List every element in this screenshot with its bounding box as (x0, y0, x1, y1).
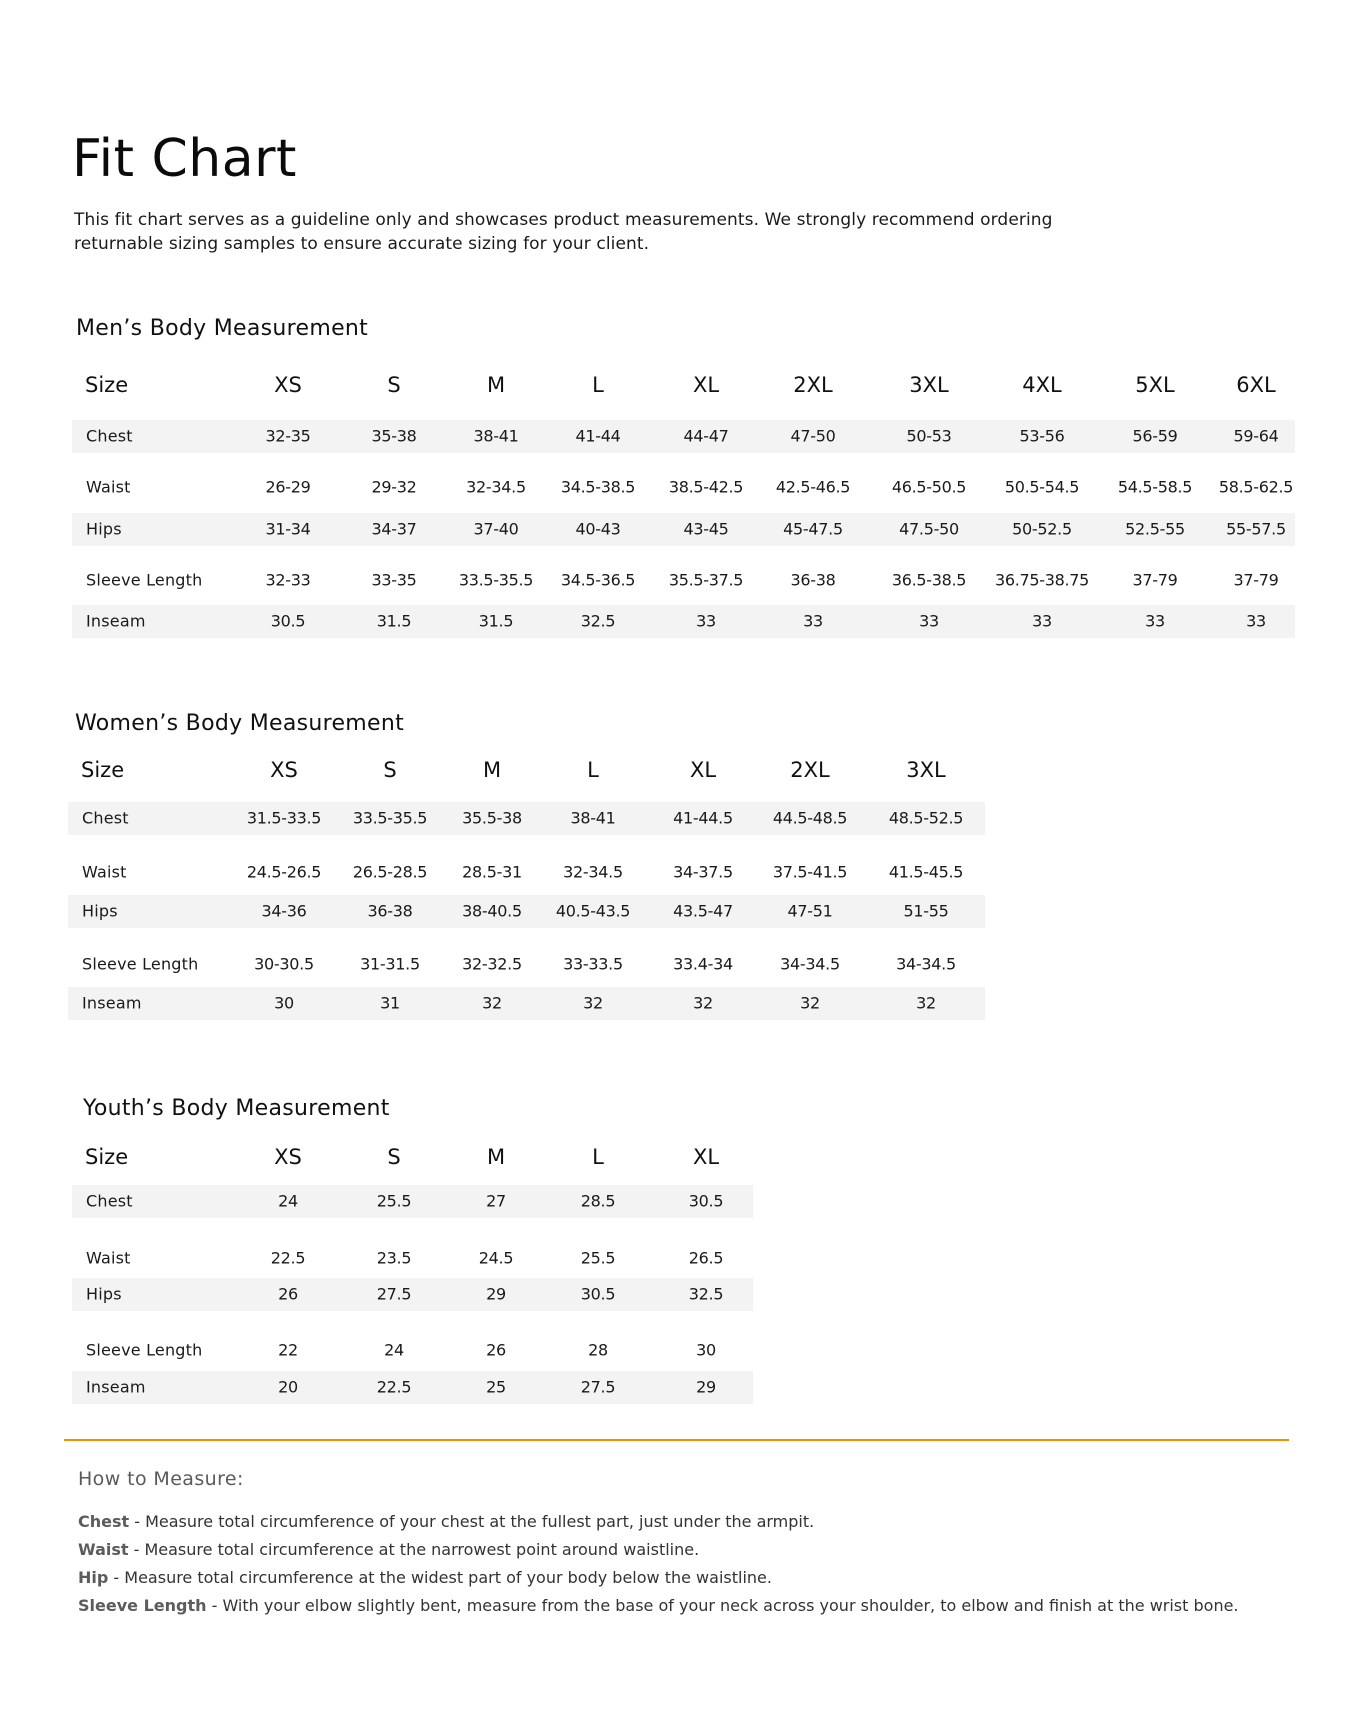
how-to-sleeve-length (78, 1596, 1239, 1615)
table-cell: 34-36 (261, 901, 307, 921)
table-cell: 33 (1145, 611, 1165, 631)
row-band (72, 1371, 753, 1404)
table-cell: 37.5-41.5 (772, 862, 848, 882)
size-header-xl: XL (692, 1145, 720, 1169)
row-label: Hips (86, 519, 122, 539)
table-cell: 47-51 (787, 901, 833, 921)
row-band (68, 987, 985, 1020)
table-cell: 38-41 (570, 808, 616, 828)
table-cell: 40.5-43.5 (555, 901, 631, 921)
table-cell: 40-43 (575, 519, 621, 539)
size-header-3xl: 3XL (906, 758, 946, 782)
row-band (72, 605, 1295, 638)
table-cell: 31.5 (376, 611, 412, 631)
how-to-waist (78, 1540, 699, 1559)
size-header-s: S (387, 1145, 401, 1169)
table-cell: 51-55 (903, 901, 949, 921)
row-label: Inseam (82, 993, 142, 1013)
table-cell: 33 (1032, 611, 1052, 631)
table-cell: 29 (486, 1284, 506, 1304)
howto-term: Waist (78, 1540, 129, 1559)
table-cell: 44.5-48.5 (772, 808, 848, 828)
table-cell: 50-52.5 (1012, 519, 1072, 539)
table-cell: 32-33 (265, 570, 311, 590)
table-cell: 26.5-28.5 (352, 862, 428, 882)
table-cell: 25.5 (376, 1191, 412, 1211)
table-cell: 50.5-54.5 (1004, 477, 1080, 497)
size-header-label: Size (85, 373, 129, 397)
how-to-measure-title: How to Measure: (78, 1468, 244, 1490)
row-label: Waist (86, 1248, 131, 1268)
table-cell: 24.5-26.5 (246, 862, 322, 882)
table-cell: 50-53 (906, 426, 952, 446)
table-cell: 35-38 (371, 426, 417, 446)
table-cell: 26 (486, 1340, 506, 1360)
row-label: Chest (86, 1191, 133, 1211)
row-label: Chest (82, 808, 129, 828)
row-band (68, 802, 985, 835)
table-cell: 22 (278, 1340, 298, 1360)
table-cell: 34-34.5 (780, 954, 840, 974)
table-cell: 43.5-47 (673, 901, 733, 921)
table-cell: 36.75-38.75 (994, 570, 1090, 590)
table-cell: 27.5 (376, 1284, 412, 1304)
size-header-4xl: 4XL (1022, 373, 1062, 397)
table-cell: 58.5-62.5 (1218, 477, 1294, 497)
table-cell: 34.5-36.5 (560, 570, 636, 590)
table-cell: 33 (919, 611, 939, 631)
table-cell: 33 (803, 611, 823, 631)
size-header-xl: XL (689, 758, 717, 782)
size-header-2xl: 2XL (790, 758, 830, 782)
table-cell: 33-35 (371, 570, 417, 590)
size-header-m: M (486, 1145, 506, 1169)
howto-term: Sleeve Length (78, 1596, 207, 1615)
table-cell: 42.5-46.5 (775, 477, 851, 497)
intro-line-2: returnable sizing samples to ensure accurate sizing for your client. (74, 234, 650, 254)
mens-heading: Men’s Body Measurement (76, 316, 369, 341)
table-cell: 32.5 (688, 1284, 724, 1304)
row-label: Waist (86, 477, 131, 497)
table-cell: 41-44.5 (673, 808, 733, 828)
howto-text: - Measure total circumference at the narrowest point around waistline. (128, 1540, 700, 1559)
size-header-xs: XS (274, 1145, 302, 1169)
size-header-2xl: 2XL (793, 373, 833, 397)
table-cell: 30.5 (580, 1284, 616, 1304)
row-label: Hips (82, 901, 118, 921)
table-cell: 26.5 (688, 1248, 724, 1268)
table-cell: 32-34.5 (563, 862, 623, 882)
table-cell: 56-59 (1132, 426, 1178, 446)
table-cell: 36.5-38.5 (891, 570, 967, 590)
row-label: Sleeve Length (82, 954, 199, 974)
size-header-m: M (486, 373, 506, 397)
table-cell: 36-38 (790, 570, 836, 590)
table-cell: 44-47 (683, 426, 729, 446)
table-cell: 54.5-58.5 (1117, 477, 1193, 497)
row-label: Waist (82, 862, 127, 882)
table-cell: 32 (693, 993, 713, 1013)
size-header-m: M (482, 758, 502, 782)
howto-text: - Measure total circumference at the widest part of your body below the waistline. (108, 1568, 772, 1587)
size-header-l: L (587, 758, 599, 782)
row-label: Inseam (86, 1377, 146, 1397)
size-header-3xl: 3XL (909, 373, 949, 397)
table-cell: 32-35 (265, 426, 311, 446)
table-cell: 46.5-50.5 (891, 477, 967, 497)
table-cell: 30 (696, 1340, 716, 1360)
table-cell: 30 (274, 993, 294, 1013)
table-cell: 33 (696, 611, 716, 631)
table-cell: 28.5 (580, 1191, 616, 1211)
table-cell: 32-32.5 (462, 954, 522, 974)
table-cell: 30-30.5 (254, 954, 314, 974)
size-header-xl: XL (692, 373, 720, 397)
table-cell: 35.5-38 (462, 808, 522, 828)
table-cell: 36-38 (367, 901, 413, 921)
row-label: Inseam (86, 611, 146, 631)
table-cell: 43-45 (683, 519, 729, 539)
page-title: Fit Chart (72, 128, 297, 189)
table-cell: 32-34.5 (466, 477, 526, 497)
table-cell: 24 (278, 1191, 298, 1211)
table-cell: 33.4-34 (673, 954, 733, 974)
intro-text (74, 208, 1053, 256)
table-cell: 31-31.5 (360, 954, 420, 974)
table-cell: 34.5-38.5 (560, 477, 636, 497)
size-header-s: S (383, 758, 397, 782)
howto-text: - Measure total circumference of your chest at the fullest part, just under the armpit. (129, 1512, 815, 1531)
table-cell: 26-29 (265, 477, 311, 497)
table-cell: 32 (800, 993, 820, 1013)
table-cell: 34-37 (371, 519, 417, 539)
table-cell: 26 (278, 1284, 298, 1304)
womens-heading: Women’s Body Measurement (75, 711, 405, 736)
size-header-label: Size (81, 758, 125, 782)
table-cell: 29-32 (371, 477, 417, 497)
howto-text: - With your elbow slightly bent, measure from the base of your neck across your shoulder, to elbow and finish at the wrist bone. (206, 1596, 1239, 1615)
table-cell: 27.5 (580, 1377, 616, 1397)
table-cell: 29 (696, 1377, 716, 1397)
row-label: Chest (86, 426, 133, 446)
table-cell: 33.5-35.5 (458, 570, 534, 590)
table-cell: 25.5 (580, 1248, 616, 1268)
size-header-6xl: 6XL (1236, 373, 1276, 397)
size-header-xs: XS (274, 373, 302, 397)
size-header-l: L (592, 1145, 604, 1169)
table-cell: 38.5-42.5 (668, 477, 744, 497)
table-cell: 32 (583, 993, 603, 1013)
row-band (72, 1185, 753, 1218)
table-cell: 33.5-35.5 (352, 808, 428, 828)
howto-term: Hip (78, 1568, 109, 1587)
how-to-chest (78, 1512, 814, 1531)
table-cell: 31 (380, 993, 400, 1013)
table-cell: 34-34.5 (896, 954, 956, 974)
table-cell: 37-79 (1233, 570, 1279, 590)
size-header-xs: XS (270, 758, 298, 782)
table-cell: 37-79 (1132, 570, 1178, 590)
table-cell: 27 (486, 1191, 506, 1211)
table-cell: 32.5 (580, 611, 616, 631)
table-cell: 38-40.5 (462, 901, 522, 921)
row-label: Hips (86, 1284, 122, 1304)
table-cell: 32 (482, 993, 502, 1013)
table-cell: 20 (278, 1377, 298, 1397)
row-label: Sleeve Length (86, 570, 203, 590)
table-cell: 22.5 (376, 1377, 412, 1397)
table-cell: 23.5 (376, 1248, 412, 1268)
size-header-label: Size (85, 1145, 129, 1169)
table-cell: 31.5-33.5 (246, 808, 322, 828)
table-cell: 33 (1246, 611, 1266, 631)
table-cell: 47.5-50 (899, 519, 959, 539)
table-cell: 24 (384, 1340, 404, 1360)
table-cell: 55-57.5 (1226, 519, 1286, 539)
table-cell: 30.5 (688, 1191, 724, 1211)
size-header-s: S (387, 373, 401, 397)
size-header-5xl: 5XL (1135, 373, 1175, 397)
youth-heading: Youth’s Body Measurement (83, 1096, 390, 1121)
table-cell: 41.5-45.5 (888, 862, 964, 882)
table-cell: 59-64 (1233, 426, 1279, 446)
table-cell: 31-34 (265, 519, 311, 539)
table-cell: 28.5-31 (462, 862, 522, 882)
section-divider (64, 1439, 1289, 1441)
row-band (72, 1278, 753, 1311)
howto-term: Chest (78, 1512, 130, 1531)
table-cell: 25 (486, 1377, 506, 1397)
table-cell: 30.5 (270, 611, 306, 631)
table-cell: 24.5 (478, 1248, 514, 1268)
row-label: Sleeve Length (86, 1340, 203, 1360)
table-cell: 33-33.5 (563, 954, 623, 974)
table-cell: 53-56 (1019, 426, 1065, 446)
table-cell: 47-50 (790, 426, 836, 446)
table-cell: 48.5-52.5 (888, 808, 964, 828)
size-header-l: L (592, 373, 604, 397)
table-cell: 34-37.5 (673, 862, 733, 882)
table-cell: 32 (916, 993, 936, 1013)
how-to-hip (78, 1568, 772, 1587)
table-cell: 22.5 (270, 1248, 306, 1268)
table-cell: 41-44 (575, 426, 621, 446)
table-cell: 52.5-55 (1125, 519, 1185, 539)
table-cell: 38-41 (473, 426, 519, 446)
table-cell: 37-40 (473, 519, 519, 539)
table-cell: 35.5-37.5 (668, 570, 744, 590)
table-cell: 45-47.5 (783, 519, 843, 539)
table-cell: 31.5 (478, 611, 514, 631)
intro-line-1: This fit chart serves as a guideline only and showcases product measurements. We strongly recommend ordering (74, 210, 1053, 230)
row-band (68, 895, 985, 928)
table-cell: 28 (588, 1340, 608, 1360)
